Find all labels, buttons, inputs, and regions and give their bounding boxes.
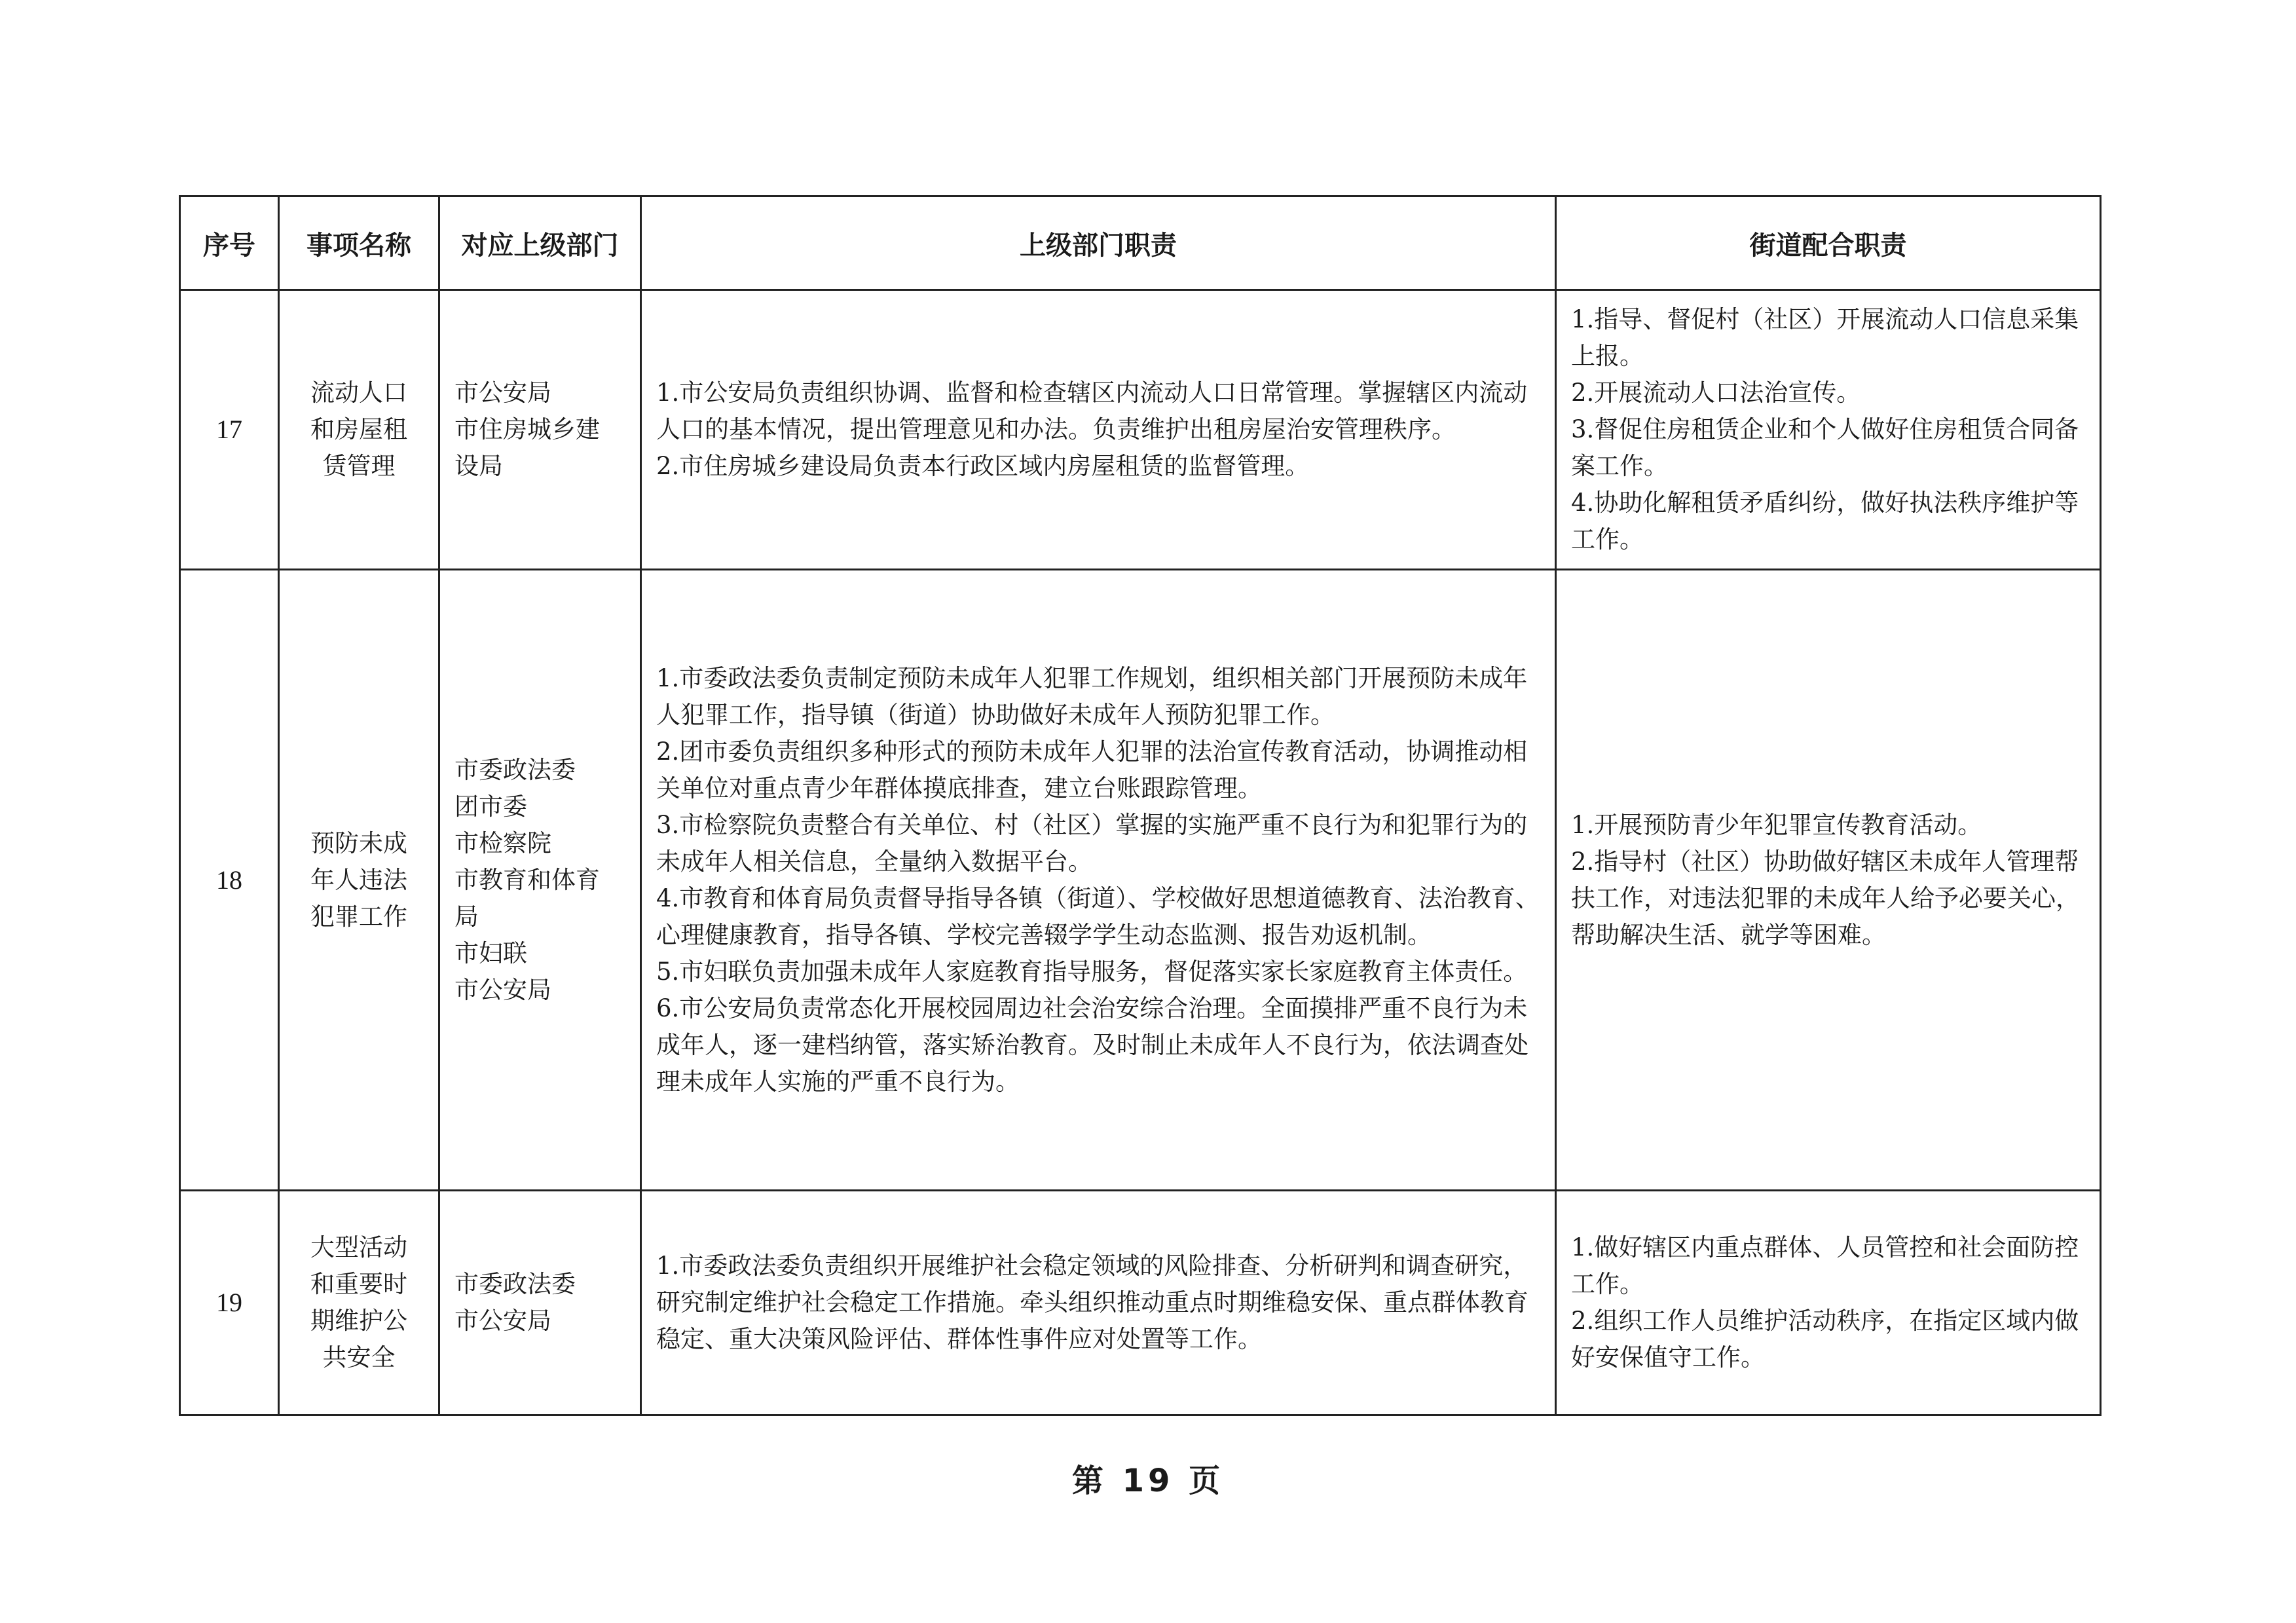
duty-item: 1.市委政法委负责制定预防未成年人犯罪工作规划，组织相关部门开展预防未成年人犯罪工作，指导镇（街道）协助做好未成年人预防犯罪工作。 (656, 663, 1528, 729)
duty-item: 2.团市委负责组织多种形式的预防未成年人犯罪的法治宣传教育活动，协调推动相关单位对重点青少年群体摸底排查，建立台账跟踪管理。 (656, 737, 1528, 802)
duty-item: 3.市检察院负责整合有关单位、村（社区）掌握的实施严重不良行为和犯罪行为的未成年人相关信息，全量纳入数据平台。 (656, 810, 1528, 876)
row-upper-duties (641, 570, 1556, 1191)
header-row (180, 196, 2101, 290)
department-line: 市公安局 (454, 975, 551, 1004)
department-line: 局 (454, 902, 479, 931)
row-seq: 17 (180, 290, 279, 570)
department-line: 市教育和体育 (454, 865, 600, 894)
name-line: 赁管理 (322, 452, 396, 480)
department-line: 市公安局 (454, 379, 551, 407)
department-line: 市住房城乡建 (454, 415, 600, 443)
table-row (180, 570, 2101, 1191)
row-item-name (279, 290, 439, 570)
row-item-name (279, 570, 439, 1191)
duty-item: 2.开展流动人口法治宣传。 (1571, 379, 1861, 407)
name-line: 期维护公 (310, 1307, 407, 1335)
row-street-duties (1556, 1191, 2101, 1415)
row-item-name (279, 1191, 439, 1415)
row-street-duties (1556, 570, 2101, 1191)
header-seq: 序号 (180, 196, 279, 290)
name-line: 共安全 (322, 1343, 396, 1371)
header-item-name: 事项名称 (279, 196, 439, 290)
duty-item: 5.市妇联负责加强未成年人家庭教育指导服务，督促落实家长家庭教育主体责任。 (656, 957, 1528, 986)
department-line: 市委政法委 (454, 1270, 576, 1298)
department-line: 团市委 (454, 792, 527, 821)
row-seq: 19 (180, 1191, 279, 1415)
row-departments (439, 570, 641, 1191)
header-upper-duties: 上级部门职责 (641, 196, 1556, 290)
row-departments (439, 1191, 641, 1415)
name-line: 年人违法 (310, 865, 407, 894)
name-line: 犯罪工作 (310, 902, 407, 931)
name-line: 大型活动 (310, 1233, 407, 1261)
page-number: 第 19 页 (1071, 1463, 1225, 1499)
duty-item: 1.开展预防青少年犯罪宣传教育活动。 (1571, 810, 1982, 839)
header-street-duties: 街道配合职责 (1556, 196, 2101, 290)
duty-item: 1.市委政法委负责组织开展维护社会稳定领域的风险排查、分析研判和调查研究，研究制定维护社会稳定工作措施。牵头组织推动重点时期维稳安保、重点群体教育稳定、重大决策风险评估、群体性事件应对处置等工作。 (656, 1252, 1528, 1353)
duty-item: 2.市住房城乡建设局负责本行政区域内房屋租赁的监督管理。 (656, 452, 1310, 480)
table-row (180, 290, 2101, 570)
name-line: 和重要时 (310, 1270, 407, 1298)
header-department: 对应上级部门 (439, 196, 641, 290)
duty-item: 2.组织工作人员维护活动秩序，在指定区域内做好安保值守工作。 (1571, 1307, 2079, 1371)
row-departments (439, 290, 641, 570)
duty-item: 1.做好辖区内重点群体、人员管控和社会面防控工作。 (1571, 1233, 2079, 1298)
row-street-duties (1556, 290, 2101, 570)
name-line: 和房屋租 (310, 415, 407, 443)
department-line: 市妇联 (454, 939, 527, 967)
duty-item: 2.指导村（社区）协助做好辖区未成年人管理帮扶工作，对违法犯罪的未成年人给予必要关心，帮助解决生活、就学等困难。 (1571, 847, 2080, 949)
duty-item: 3.督促住房租赁企业和个人做好住房租赁合同备案工作。 (1571, 415, 2079, 480)
row-upper-duties (641, 290, 1556, 570)
department-line: 设局 (454, 452, 503, 480)
department-line: 市委政法委 (454, 755, 576, 784)
department-line: 市检察院 (454, 829, 551, 857)
responsibility-table (179, 195, 2102, 1416)
duty-item: 4.协助化解租赁矛盾纠纷，做好执法秩序维护等工作。 (1571, 489, 2079, 553)
name-line: 流动人口 (310, 379, 407, 407)
duty-item: 1.指导、督促村（社区）开展流动人口信息采集上报。 (1571, 305, 2079, 370)
duty-item: 4.市教育和体育局负责督导指导各镇（街道）、学校做好思想道德教育、法治教育、心理健康教育，指导各镇、学校完善辍学学生动态监测、报告劝返机制。 (656, 884, 1540, 949)
name-line: 预防未成 (310, 829, 407, 857)
duty-item: 6.市公安局负责常态化开展校园周边社会治安综合治理。全面摸排严重不良行为未成年人，逐一建档纳管，落实矫治教育。及时制止未成年人不良行为，依法调查处理未成年人实施的严重不良行为。 (656, 994, 1528, 1096)
row-upper-duties (641, 1191, 1556, 1415)
duty-item: 1.市公安局负责组织协调、监督和检查辖区内流动人口日常管理。掌握辖区内流动人口的基本情况，提出管理意见和办法。负责维护出租房屋治安管理秩序。 (656, 379, 1528, 443)
row-seq: 18 (180, 570, 279, 1191)
department-line: 市公安局 (454, 1307, 551, 1335)
table-row (180, 1191, 2101, 1415)
